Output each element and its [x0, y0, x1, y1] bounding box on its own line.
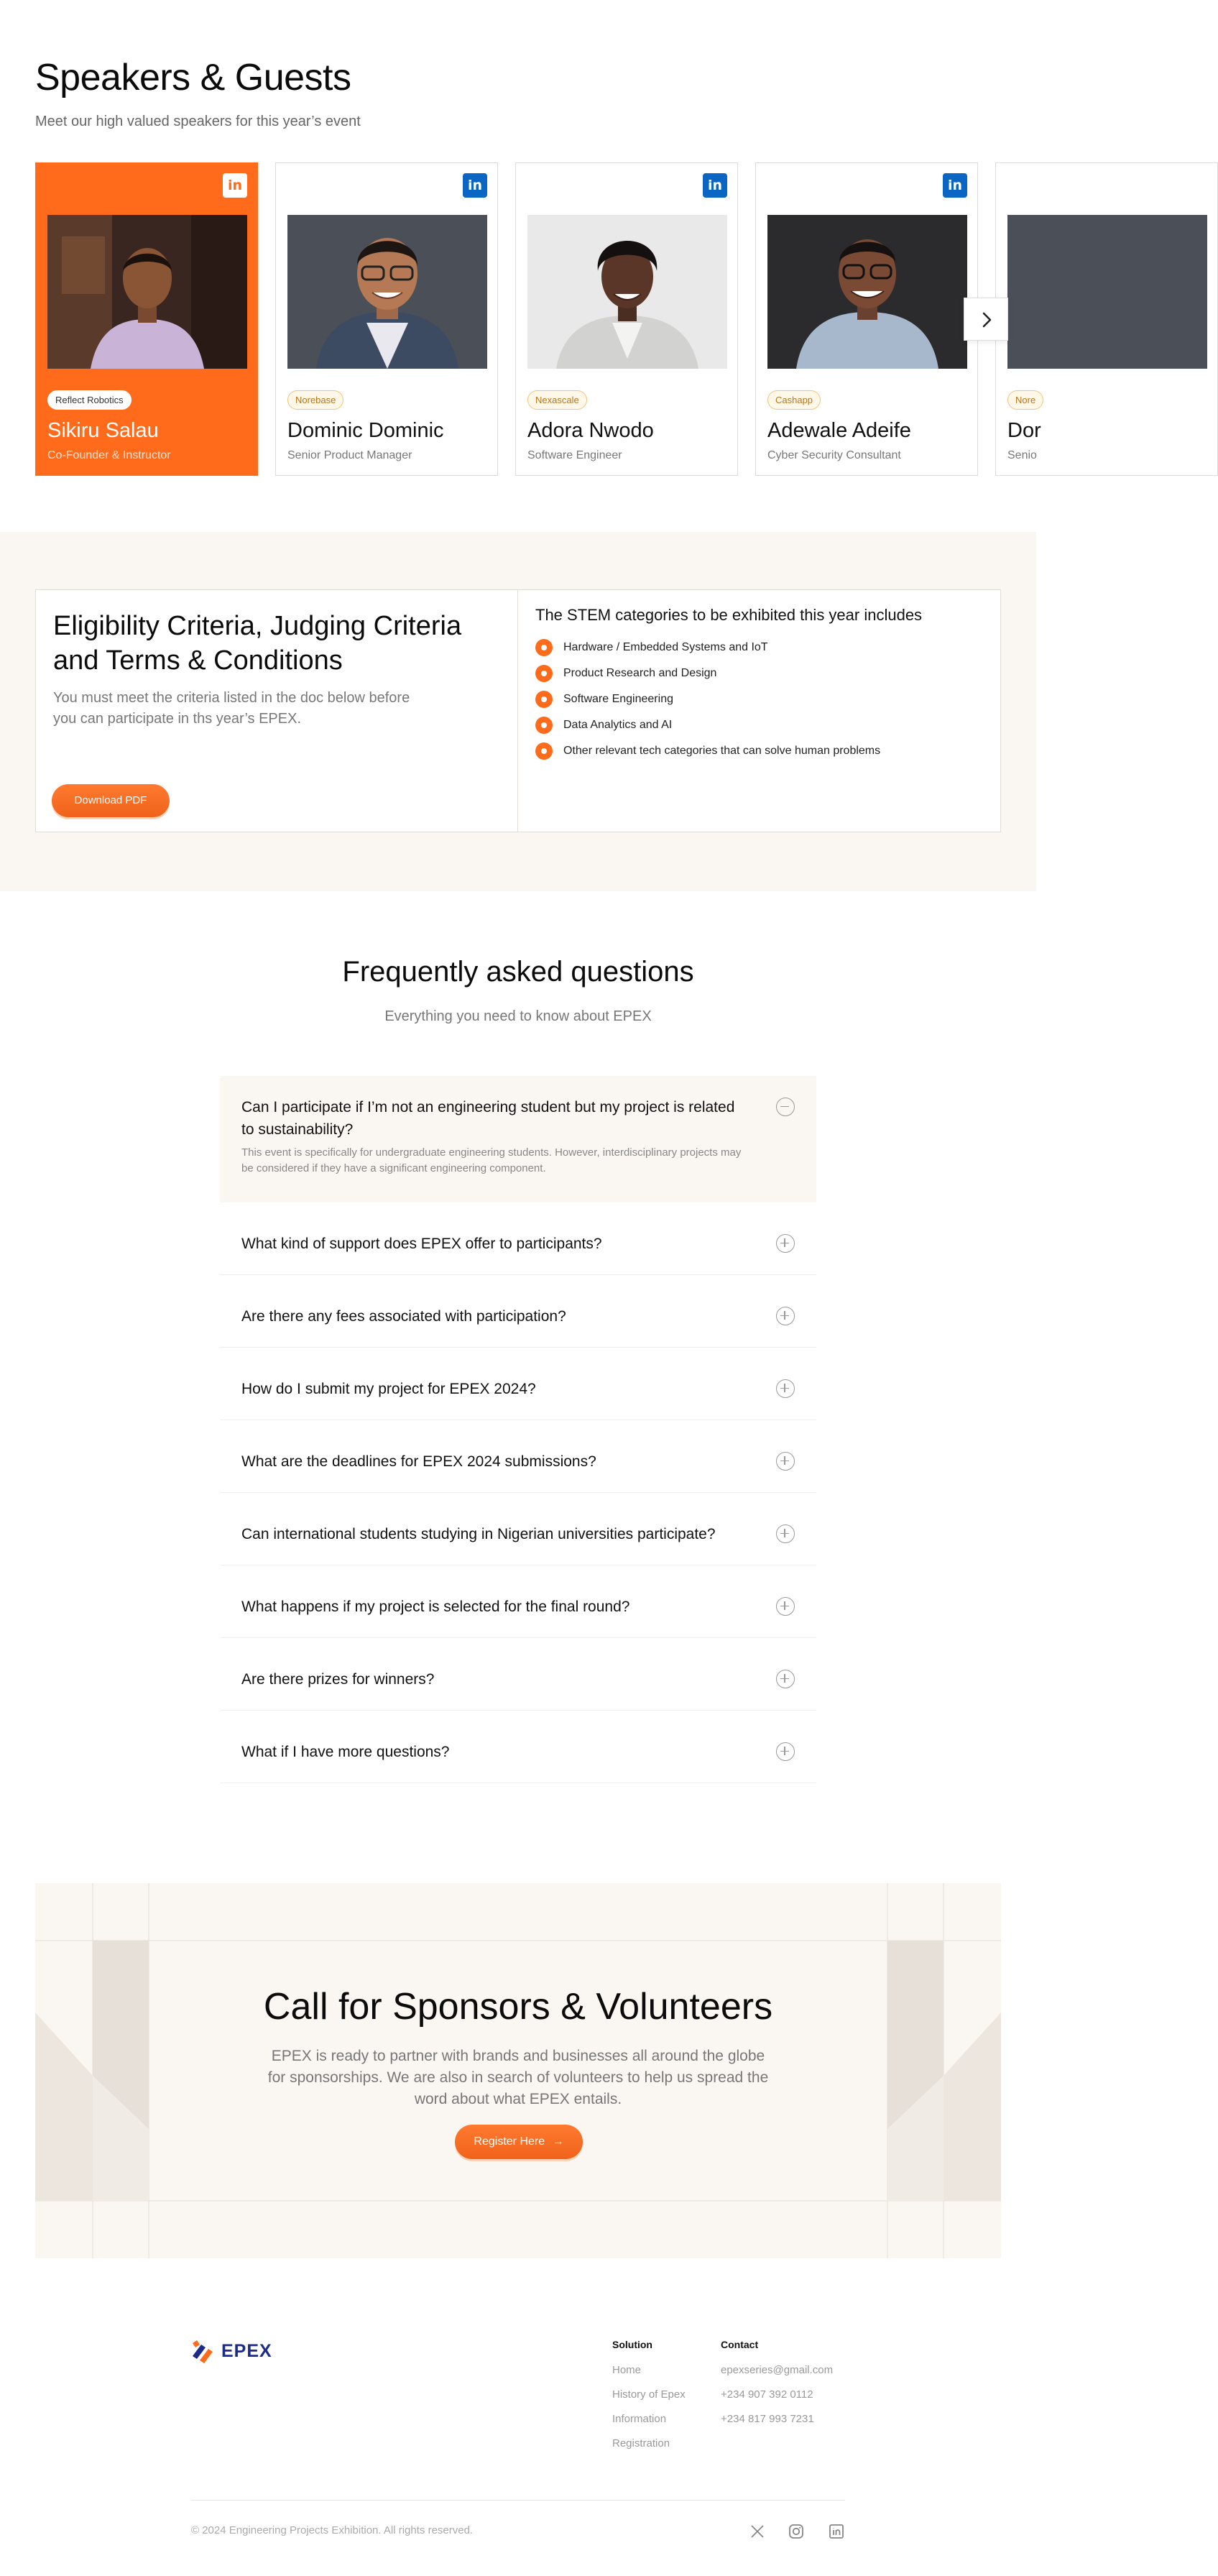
footer-contact-column [721, 2339, 833, 2437]
category-label: Other relevant tech categories that can solve human problems [563, 745, 881, 757]
bullet-icon [535, 639, 553, 656]
eligibility-intro [36, 590, 518, 832]
footer-link-history[interactable]: History of Epex [612, 2388, 686, 2401]
x-icon[interactable] [749, 2523, 766, 2540]
brand-name: EPEX [221, 2340, 272, 2361]
linkedin-icon[interactable]: in [463, 173, 487, 198]
speaker-role: Senio [1007, 449, 1037, 461]
faq-item[interactable] [220, 1493, 816, 1565]
speaker-card[interactable] [35, 162, 258, 476]
speaker-card[interactable] [515, 162, 738, 476]
faq-question[interactable]: What if I have more questions? [241, 1744, 450, 1760]
speakers-subtitle: Meet our high valued speakers for this year’s event [35, 114, 361, 129]
speaker-photo [1007, 215, 1207, 369]
footer-column-title: Solution [612, 2339, 652, 2350]
expand-icon[interactable] [776, 1234, 795, 1253]
footer-logo[interactable] [191, 2339, 272, 2363]
linkedin-icon[interactable]: in [943, 173, 967, 198]
category-label: Data Analytics and AI [563, 719, 673, 731]
footer-link-registration[interactable]: Registration [612, 2437, 670, 2450]
faq-list [220, 1076, 816, 1783]
list-item [535, 738, 988, 764]
faq-item[interactable] [220, 1076, 816, 1202]
speaker-name: Adora Nwodo [527, 419, 654, 442]
copyright: © 2024 Engineering Projects Exhibition. All rights reserved. [191, 2524, 474, 2536]
faq-title: Frequently asked questions [342, 956, 694, 988]
eligibility-box [35, 589, 1001, 832]
download-pdf-button[interactable]: Download PDF [52, 784, 170, 817]
speaker-photo [527, 215, 727, 369]
eligibility-description: You must meet the criteria listed in the doc below before you can participate in ths year’s EPEX. [53, 690, 410, 727]
carousel-next-button[interactable] [964, 298, 1008, 341]
speakers-section [0, 0, 1041, 532]
faq-question[interactable]: What are the deadlines for EPEX 2024 submissions? [241, 1453, 596, 1470]
speaker-name: Adewale Adeife [767, 419, 911, 442]
expand-icon[interactable] [776, 1307, 795, 1325]
category-label: Product Research and Design [563, 667, 717, 679]
expand-icon[interactable] [776, 1524, 795, 1543]
faq-item[interactable] [220, 1275, 816, 1348]
speaker-name: Dor [1007, 419, 1041, 442]
epex-logo-icon [191, 2339, 217, 2363]
speakers-title: Speakers & Guests [35, 57, 351, 98]
faq-item[interactable] [220, 1711, 816, 1783]
register-button-label: Register Here [474, 2135, 545, 2148]
category-label: Hardware / Embedded Systems and IoT [563, 641, 768, 653]
sponsors-description: EPEX is ready to partner with brands and businesses all around the globe for sponsorships. We are also in search of volunteers to help us spread the word about what EPEX entails. [267, 2048, 769, 2107]
sponsors-section [35, 1883, 1001, 2258]
speaker-carousel [35, 162, 1041, 476]
bullet-icon [535, 691, 553, 708]
speaker-card[interactable] [275, 162, 498, 476]
company-badge: Reflect Robotics [47, 390, 132, 410]
arrow-right-icon: → [552, 2135, 564, 2148]
footer-link-phone[interactable]: +234 907 392 0112 [721, 2388, 813, 2401]
expand-icon[interactable] [776, 1670, 795, 1688]
speaker-role: Senior Product Manager [287, 449, 412, 461]
linkedin-icon[interactable]: in [223, 173, 247, 198]
faq-item[interactable] [220, 1420, 816, 1493]
list-item [535, 686, 988, 712]
faq-item[interactable] [220, 1202, 816, 1275]
categories-title: The STEM categories to be exhibited this year includes [535, 606, 923, 624]
faq-question[interactable]: What happens if my project is selected for the final round? [241, 1598, 630, 1615]
expand-icon[interactable] [776, 1742, 795, 1761]
categories-list [535, 635, 988, 764]
speaker-name: Dominic Dominic [287, 419, 444, 442]
faq-question[interactable]: Can international students studying in Nigerian universities participate? [241, 1526, 716, 1542]
footer-link-phone[interactable]: +234 817 993 7231 [721, 2413, 814, 2425]
expand-icon[interactable] [776, 1597, 795, 1616]
bullet-icon [535, 742, 553, 760]
company-badge: Nexascale [527, 390, 587, 410]
faq-item[interactable] [220, 1565, 816, 1638]
register-button[interactable] [455, 2125, 583, 2159]
speaker-name: Sikiru Salau [47, 419, 159, 442]
eligibility-title: Eligibility Criteria, Judging Criteria and Terms & Conditions [53, 611, 462, 676]
speaker-photo [767, 215, 967, 369]
faq-item[interactable] [220, 1638, 816, 1711]
company-badge: Norebase [287, 390, 343, 410]
footer-link-email[interactable]: epexseries@gmail.com [721, 2364, 834, 2376]
collapse-icon[interactable] [776, 1098, 795, 1116]
list-item [535, 635, 988, 661]
bullet-icon [535, 665, 553, 682]
expand-icon[interactable] [776, 1452, 795, 1471]
chevron-right-icon [964, 298, 1009, 341]
speaker-photo [287, 215, 487, 369]
footer-column-title: Contact [721, 2339, 759, 2350]
footer-link-home[interactable]: Home [612, 2364, 642, 2376]
bullet-icon [535, 717, 553, 734]
category-label: Software Engineering [563, 693, 673, 705]
stem-categories [535, 606, 988, 764]
footer-solution-column [612, 2339, 686, 2461]
speaker-card[interactable] [995, 162, 1218, 476]
company-badge: Cashapp [767, 390, 821, 410]
speaker-role: Software Engineer [527, 449, 622, 461]
faq-question[interactable]: How do I submit my project for EPEX 2024? [241, 1381, 536, 1397]
speaker-photo [47, 215, 247, 369]
faq-item[interactable] [220, 1348, 816, 1420]
faq-question[interactable]: Are there any fees associated with participation? [241, 1308, 566, 1325]
list-item [535, 712, 988, 738]
linkedin-icon[interactable]: in [703, 173, 727, 198]
list-item [535, 661, 988, 686]
expand-icon[interactable] [776, 1379, 795, 1398]
footer-divider [191, 2500, 845, 2501]
company-badge: Nore [1007, 390, 1043, 410]
faq-answer: This event is specifically for undergraduate engineering students. However, interdisciplinary projects may be considered if they have a significant engineering component. [241, 1146, 742, 1174]
speaker-role: Co-Founder & Instructor [47, 449, 171, 461]
eligibility-section [0, 532, 1036, 891]
faq-question[interactable]: Are there prizes for winners? [241, 1671, 435, 1688]
faq-question[interactable]: Can I participate if I’m not an engineering student but my project is related to sustainability? [241, 1099, 735, 1138]
speaker-role: Cyber Security Consultant [767, 449, 901, 461]
sponsors-title: Call for Sponsors & Volunteers [263, 1986, 773, 2028]
footer-link-information[interactable]: Information [612, 2413, 667, 2425]
speaker-card[interactable] [755, 162, 978, 476]
faq-question[interactable]: What kind of support does EPEX offer to participants? [241, 1236, 602, 1252]
linkedin-icon[interactable] [828, 2523, 845, 2540]
faq-subtitle: Everything you need to know about EPEX [384, 1008, 652, 1024]
instagram-icon[interactable] [788, 2523, 805, 2540]
